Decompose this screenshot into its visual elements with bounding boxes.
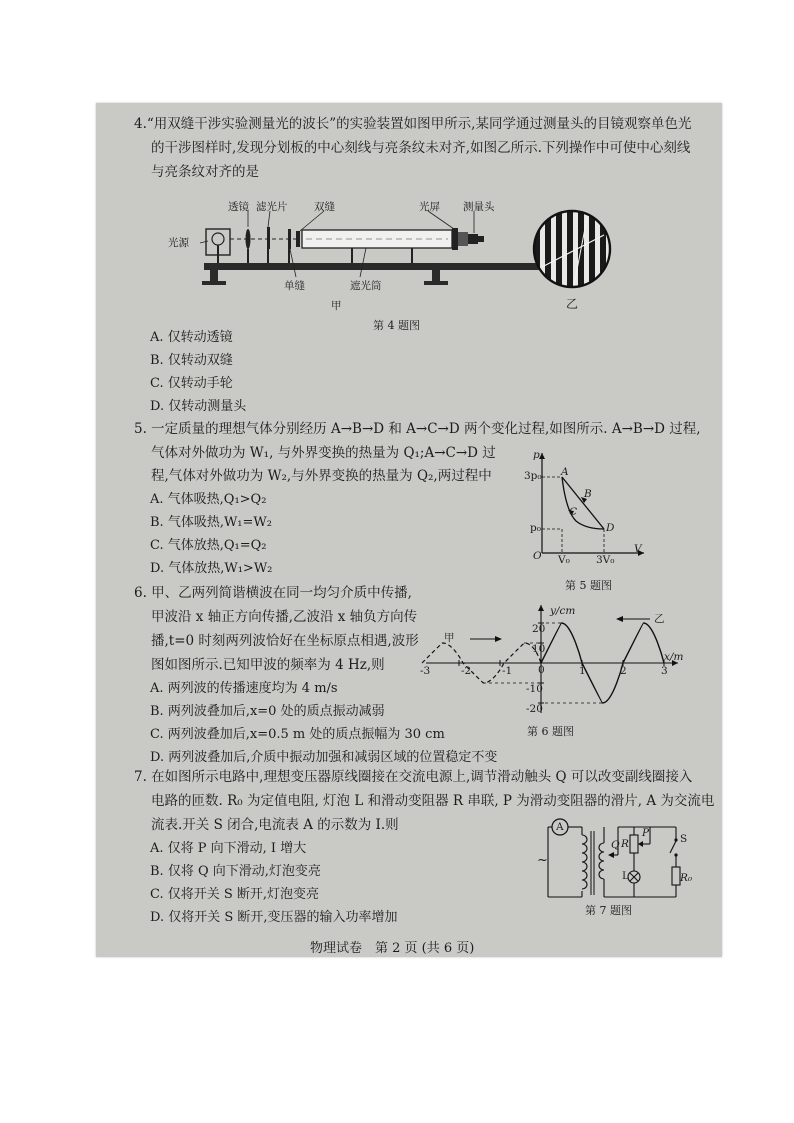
pv-point-d: D <box>606 522 615 534</box>
q5-option-a: A. 气体吸热,Q₁>Q₂ <box>150 492 267 507</box>
pv-axis-v: V <box>634 543 642 555</box>
q6-figure-caption: 第 6 题图 <box>527 725 574 738</box>
q5-option-d: D. 气体放热,W₁>W₂ <box>150 561 273 576</box>
q7-option-d: D. 仅将开关 S 断开,变压器的输入功率增加 <box>150 910 398 925</box>
q4-stem-line-3: 与亮条纹对齐的是 <box>151 164 259 180</box>
wave-xtick-neg1: -1 <box>502 665 513 677</box>
q6-option-c: C. 两列波叠加后,x=0.5 m 处的质点振幅为 30 cm <box>150 727 445 742</box>
wave-xtick-neg3: -3 <box>420 665 431 677</box>
label-measuring-head: 测量头 <box>463 201 495 213</box>
q6-option-d: D. 两列波叠加后,介质中振动加强和减弱区域的位置稳定不变 <box>150 750 498 765</box>
q7-option-a: A. 仅将 P 向下滑动, I 增大 <box>150 841 307 856</box>
circuit-label-r0: R₀ <box>680 872 693 884</box>
label-lens: 透镜 <box>228 201 249 213</box>
q7-figure-caption: 第 7 题图 <box>585 904 632 917</box>
label-screen: 光屏 <box>419 201 440 213</box>
circuit-label-ammeter: A <box>556 821 564 833</box>
q4-option-c: C. 仅转动手轮 <box>150 376 233 391</box>
exam-sheet <box>96 103 722 957</box>
q7-option-b: B. 仅将 Q 向下滑动,灯泡变亮 <box>150 864 321 879</box>
wave-ytick-20: 20 <box>532 623 546 635</box>
q6-stem-line-3: 播,t=0 时刻两列波恰好在坐标原点相遇,波形 <box>151 633 419 649</box>
wave-ytick-neg10: -10 <box>526 683 543 695</box>
q4-option-d: D. 仅转动测量头 <box>150 399 247 414</box>
q5-stem-line-2: 气体对外做功为 W₁, 与外界变换的热量为 Q₁;A→C→D 过 <box>151 445 496 461</box>
fringe-eyepiece-view <box>530 207 614 291</box>
wave-xtick-1: 1 <box>579 665 586 677</box>
q7-option-c: C. 仅将开关 S 断开,灯泡变亮 <box>150 887 320 902</box>
wave-ytick-10: 10 <box>532 643 546 655</box>
q7-stem-line-1: 7. 在如图所示电路中,理想变压器原线圈接在交流电源上,调节滑动触头 Q 可以改变副线圈接入 <box>134 769 693 785</box>
pv-origin: O <box>533 550 542 562</box>
wave-ylabel: y/cm <box>550 605 576 617</box>
page-footer: 物理试卷 第 2 页 (共 6 页) <box>310 941 475 956</box>
circuit-label-p: P <box>642 827 650 839</box>
wave-xtick-2: 2 <box>620 665 627 677</box>
pv-tick-3v0: 3V₀ <box>596 554 615 566</box>
q4-figure-caption: 第 4 题图 <box>373 319 420 332</box>
q7-stem-line-2: 电路的匝数. R₀ 为定值电阻, 灯泡 L 和滑动变阻器 R 串联, P 为滑动变阻器的滑片, A 为交流电 <box>151 793 715 809</box>
q5-stem-line-3: 程,气体对外做功为 W₂,与外界变换的热量为 Q₂,两过程中 <box>151 468 492 484</box>
wave-xtick-neg2: -2 <box>461 665 472 677</box>
q5-option-b: B. 气体吸热,W₁=W₂ <box>150 515 272 530</box>
q6-option-b: B. 两列波叠加后,x=0 处的质点振动减弱 <box>150 704 385 719</box>
label-light-tube: 遮光筒 <box>350 280 382 292</box>
wave-graph <box>420 601 682 721</box>
q5-option-c: C. 气体放热,Q₁=Q₂ <box>150 538 267 553</box>
q6-stem-line-1: 6. 甲、乙两列简谐横波在同一均匀介质中传播, <box>134 585 412 601</box>
q4-stem-line-1: 4.“用双缝干涉实验测量光的波长”的实验装置如图甲所示,某同学通过测量头的目镜观察单色光 <box>134 116 692 132</box>
pv-point-a: A <box>561 466 569 478</box>
q4-stem-line-2: 的干涉图样时,发现分划板的中心刻线与亮条纹未对齐,如图乙所示.下列操作中可使中心刻线 <box>151 140 691 156</box>
pv-point-c: C <box>569 506 578 518</box>
transformer-circuit <box>542 815 692 905</box>
q7-stem-line-3: 流表.开关 S 闭合,电流表 A 的示数为 I.则 <box>151 817 399 833</box>
label-jia-figure: 甲 <box>331 300 342 312</box>
wave-xtick-3: 3 <box>661 665 668 677</box>
wave-ytick-neg20: -20 <box>526 703 543 715</box>
circuit-label-s: S <box>680 833 688 845</box>
wave-xlabel: x/m <box>664 651 684 663</box>
q5-figure-caption: 第 5 题图 <box>565 579 612 592</box>
label-single-slit: 单缝 <box>284 280 305 292</box>
wave-label-yi: 乙 <box>654 613 665 625</box>
circuit-ac-source: ~ <box>537 853 548 868</box>
q5-stem-line-1: 5. 一定质量的理想气体分别经历 A→B→D 和 A→C→D 两个变化过程,如图所示. A→B→D 过程, <box>134 421 701 437</box>
q6-stem-line-4: 图如图所示.已知甲波的频率为 4 Hz,则 <box>151 657 385 673</box>
circuit-label-l: L <box>622 870 629 882</box>
pv-point-b: B <box>584 488 592 500</box>
pv-tick-v0: V₀ <box>558 554 570 566</box>
wave-label-jia: 甲 <box>444 632 455 644</box>
q4-option-b: B. 仅转动双缝 <box>150 353 233 368</box>
wave-origin-label: 0 <box>538 664 545 676</box>
label-light-source: 光源 <box>168 237 189 249</box>
q6-option-a: A. 两列波的传播速度均为 4 m/s <box>150 681 338 696</box>
circuit-label-q: Q <box>611 839 620 851</box>
pv-axis-p: p <box>533 449 540 461</box>
pv-tick-p0: p₀ <box>530 522 541 534</box>
label-filter: 滤光片 <box>256 201 288 213</box>
q6-stem-line-2: 甲波沿 x 轴正方向传播,乙波沿 x 轴负方向传 <box>151 609 418 625</box>
circuit-label-r: R <box>621 838 629 850</box>
pv-graph <box>528 449 648 563</box>
q4-option-a: A. 仅转动透镜 <box>150 330 233 345</box>
label-yi-figure: 乙 <box>566 297 579 311</box>
label-double-slit: 双缝 <box>314 201 335 213</box>
pv-tick-3p0: 3p₀ <box>524 470 542 482</box>
